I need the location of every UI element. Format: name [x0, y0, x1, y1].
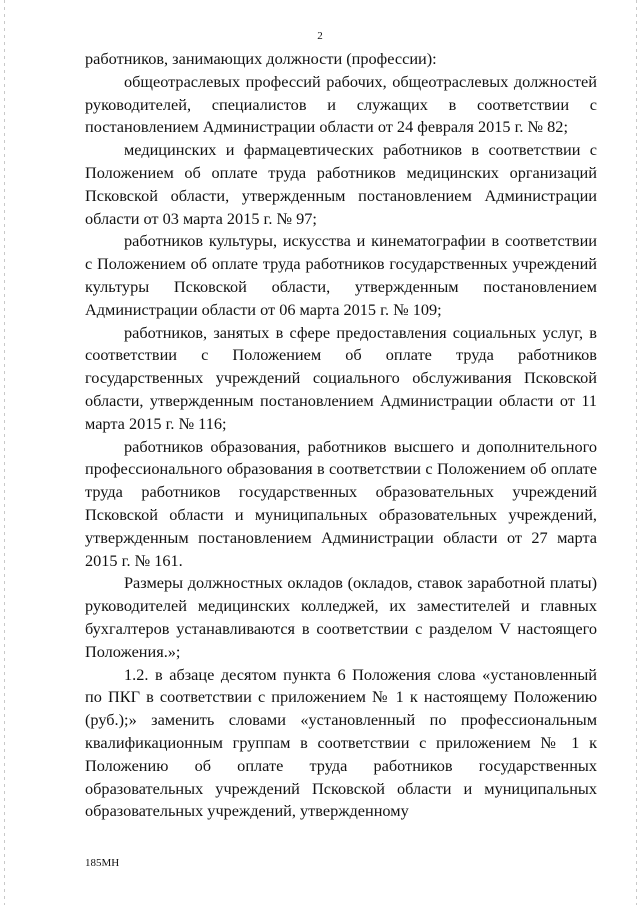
document-body	[85, 48, 597, 823]
scan-right-edge	[636, 0, 637, 905]
scan-left-edge	[4, 0, 5, 905]
paragraph-culture-workers: работников культуры, искусства и кинематографии в соответствии с Положением об оплате труда работников государственных учреждений культуры Псковской области, утвержденным постановлением Администрации области от 06 марта 2015 г. № 109;	[85, 231, 597, 319]
paragraph-medical-workers: медицинских и фармацевтических работников в соответствии с Положением об оплате труда работников медицинских организаций Псковской области, утвержденным постановлением Администрации области от 03 марта 2015 г. № 97;	[85, 140, 597, 228]
paragraph-social-services: работников, занятых в сфере предоставления социальных услуг, в соответствии с Положением об оплате труда работников государственных учреждений социального обслуживания Псковской области, утвержденным постановлением Администрации области от 11 марта 2015 г. № 116;	[85, 322, 597, 433]
paragraph-salary-sizes: Размеры должностных окладов (окладов, ставок заработной платы) руководителей медицинских колледжей, их заместителей и главных бухгалтеров устанавливаются в соответствии с разделом V настоящего Положения.»;	[85, 573, 597, 661]
paragraph-general-professions: общеотраслевых профессий рабочих, общеотраслевых должностей руководителей, специалистов и служащих в соответствии с постановлением Администрации области от 24 февраля 2015 г. № 82;	[85, 71, 597, 137]
page-number: 2	[317, 30, 323, 42]
footer-document-code: 185МН	[85, 857, 120, 869]
paragraph-intro: работников, занимающих должности (профессии):	[85, 49, 437, 68]
paragraph-education-workers: работников образования, работников высшего и дополнительного профессионального образования в соответствии с Положением об оплате труда работников государственных образовательных учреждений Псковской области и муниципальных образовательных учреждений, утвержденным постановлением Администрации области от 27 марта 2015 г. № 161.	[85, 436, 597, 570]
paragraph-amendment-1-2: 1.2. в абзаце десятом пункта 6 Положения слова «установленный по ПКГ в соответствии с приложением № 1 к настоящему Положению (руб.);» заменить словами «установленный по профессиональным квалификационным группам в соответствии с приложением № 1 к Положению об оплате труда работников государственных образовательных учреждений Псковской области и муниципальных образовательных учреждений, утвержденному	[85, 664, 597, 821]
